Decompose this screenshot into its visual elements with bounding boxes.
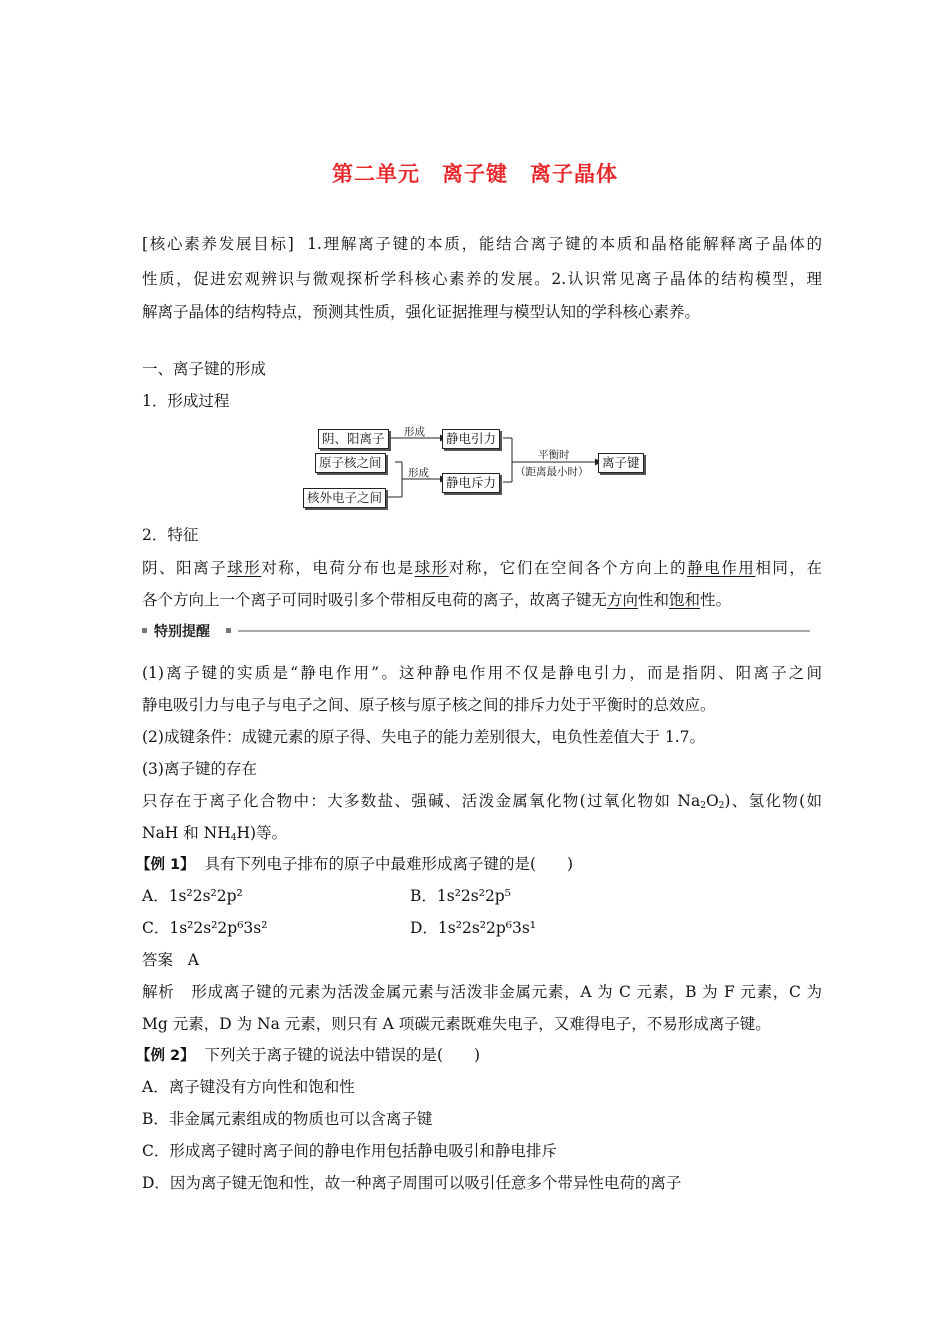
example-2-tag: 【例 2】: [136, 1048, 195, 1064]
subscript: 4: [230, 833, 237, 843]
subheading-features: 2．特征: [142, 526, 199, 544]
features-text: 阴、阳离子: [142, 559, 228, 577]
example-2-option-c: C．形成离子键时离子间的静电作用包括静电吸引和静电排斥: [142, 1142, 557, 1160]
remark-1-line-1: (1)离子键的实质是“静电作用”。这种静电作用不仅是静电引力，而是指阴、阳离子之间: [142, 664, 822, 682]
label-at-equilibrium: 平衡时: [538, 449, 570, 461]
example-1-tag: 【例 1】: [136, 857, 195, 873]
remark-text: O: [705, 792, 719, 810]
remark-1-line-2: 静电吸引力与电子与电子之间、原子核与原子核之间的排斥力处于平衡时的总效应。: [142, 696, 716, 714]
example-1-option-b: B．1s²2s²2p⁵: [410, 887, 511, 905]
features-line-2: [142, 589, 822, 611]
subscript: 2: [700, 801, 706, 811]
box-electrostatic-repulsion: 静电斥力: [442, 473, 500, 493]
remark-3: (3)离子键的存在: [142, 760, 257, 778]
analysis-text: 形成离子键的元素为活泼金属元素与活泼非金属元素，A 为 C 元素，B 为 F 元素，C 为: [191, 983, 822, 1001]
features-text: 对称，电荷分布也是: [261, 559, 415, 577]
example-1-stem: 具有下列电子排布的原子中最难形成离子键的是( ): [204, 855, 574, 873]
remark-4-line-1: [142, 790, 822, 812]
remark-text: 只存在于离子化合物中：大多数盐、强碱、活泼金属氧化物(过氧化物如 Na: [142, 792, 701, 810]
example-1-question: [136, 853, 816, 876]
analysis-label: 解析: [142, 983, 175, 1001]
example-2-question: [136, 1044, 816, 1067]
subscript: 2: [718, 801, 725, 811]
features-text: 各个方向上一个离子可同时吸引多个带相反电荷的离子，故离子键无: [142, 591, 608, 609]
goals-label: [核心素养发展目标]: [142, 235, 294, 253]
features-text: 相同，在: [755, 559, 822, 577]
section-heading: 一、离子键的形成: [142, 360, 267, 378]
example-2-stem: 下列关于离子键的说法中错误的是( ): [204, 1046, 481, 1064]
answer-label: 答案: [142, 951, 174, 969]
box-between-nuclei: 原子核之间: [315, 453, 386, 473]
remark-text: H)等。: [236, 824, 288, 842]
blank-spherical-1: 球形: [227, 559, 262, 577]
example-1-answer: [142, 949, 822, 971]
box-ionic-bond: 离子键: [598, 453, 644, 473]
example-2-option-a: A．离子键没有方向性和饱和性: [142, 1078, 355, 1096]
features-text: 性。: [700, 591, 732, 609]
example-1-analysis-line-2: Mg 元素，D 为 Na 元素，则只有 A 项碳元素既难失电子，又难得电子，不易形成离子键。: [142, 1015, 771, 1033]
box-anions-cations: 阴、阳离子: [318, 429, 389, 449]
example-1-analysis-line-1: [142, 981, 822, 1003]
blank-saturation: 饱和: [669, 591, 701, 609]
features-line-1: [142, 557, 822, 579]
box-electrostatic-attraction: 静电引力: [442, 429, 500, 449]
remark-text: )、氢化物(如: [724, 792, 822, 810]
bullet-square-icon: [142, 628, 147, 633]
label-form-1: 形成: [404, 426, 425, 438]
example-2-option-b: B．非金属元素组成的物质也可以含离子键: [142, 1110, 433, 1128]
example-1-option-d: D．1s²2s²2p⁶3s¹: [410, 919, 537, 937]
box-between-electrons: 核外电子之间: [303, 488, 386, 508]
divider: [238, 630, 810, 632]
blank-spherical-2: 球形: [414, 559, 449, 577]
remark-2: (2)成键条件：成键元素的原子得、失电子的能力差别很大，电负性差值大于 1.7。: [142, 728, 706, 746]
goals-text-1: 1.理解离子键的本质，能结合离子键的本质和晶格能解释离子晶体的: [307, 235, 822, 253]
bullet-square-icon: [226, 628, 231, 633]
goals-line-2: 性质，促进宏观辨识与微观探析学科核心素养的发展。2.认识常见离子晶体的结构模型，理: [142, 270, 822, 288]
example-1-option-a: A．1s²2s²2p²: [142, 887, 243, 905]
page-title: 第二单元 离子键 离子晶体: [332, 162, 618, 186]
special-reminder-banner: [142, 621, 810, 641]
answer-value: A: [187, 951, 199, 969]
features-text: 对称，它们在空间各个方向上的: [448, 559, 688, 577]
goals-line-1: [142, 233, 822, 255]
label-min-distance: （距离最小时）: [515, 466, 589, 478]
goals-line-3: 解离子晶体的结构特点，预测其性质，强化证据推理与模型认知的学科核心素养。: [142, 303, 701, 321]
example-2-option-d: D．因为离子键无饱和性，故一种离子周围可以吸引任意多个带异性电荷的离子: [142, 1174, 682, 1192]
blank-direction: 方向: [607, 591, 639, 609]
remark-4-line-2: [142, 822, 822, 844]
subheading-formation-process: 1．形成过程: [142, 392, 230, 410]
blank-electrostatic: 静电作用: [687, 559, 756, 577]
formation-diagram: [300, 422, 650, 514]
features-text: 性和: [638, 591, 670, 609]
remark-text: NaH 和 NH: [142, 824, 231, 842]
example-1-option-c: C．1s²2s²2p⁶3s²: [142, 919, 268, 937]
special-reminder-label: 特别提醒: [154, 624, 210, 640]
label-form-2: 形成: [408, 467, 429, 479]
